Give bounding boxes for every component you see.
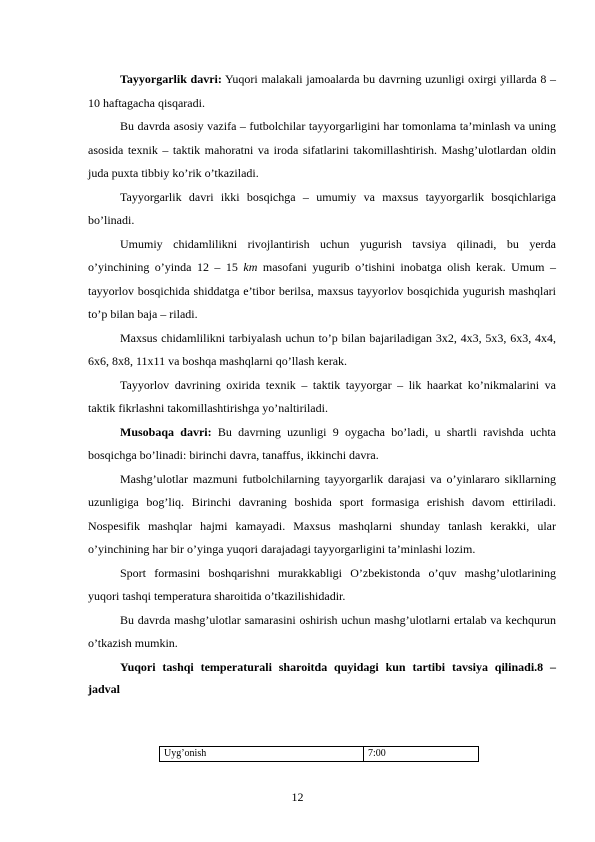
paragraph-text: masofani yugurib o’tishini inobatga olish kerak. Umum – tayyorlov bosqichida shiddatga e’tibor berilsa, maxsus tayyorlov bosqichida yugurish mashqlari to’p bilan baja – riladi. bbox=[88, 260, 556, 321]
paragraph-main-task: Bu davrda asosiy vazifa – futbolchilar tayyorgarligini har tomonlama ta’minlash va uning asosida texnik – taktik mahoratni va iroda sifatlarini takomillashtirish. Mashg’ulotlardan oldin juda puxta tibbiy ko’rik o’tkaziladi. bbox=[88, 119, 556, 180]
paragraph-sport-form: Sport formasini boshqarishni murakkabligi O’zbekistonda o’quv mashg’ulotlarining yuqori tashqi temperatura sharoitida o’tkazilishidadir. bbox=[88, 565, 556, 603]
term-preparation-period: Tayyorgarlik davri: bbox=[120, 72, 222, 86]
paragraph-text: Bu davrning uzunligi 9 oygacha bo’ladi, u shartli ravishda uchta bosqichga bo’linadi: birinchi davra, tanaffus, ikkinchi davra. bbox=[88, 424, 556, 462]
schedule-table bbox=[159, 746, 479, 762]
paragraph-stages: Tayyorgarlik davri ikki bosqichga – umumiy va maxsus tayyorgarlik bosqichlariga bo’linadi. bbox=[88, 189, 556, 227]
table-caption: Yuqori tashqi temperaturali sharoitda quyidagi kun tartibi tavsiya qilinadi.8 – jadval bbox=[88, 659, 556, 696]
paragraph-text: Umumiy chidamlilikni rivojlantirish uchun yugurish tavsiya qilinadi, bu yerda o’yinchining o’yinda 12 – 15 bbox=[88, 236, 556, 274]
paragraph-text: Yuqori malakali jamoalarda bu davrning uzunligi oxirgi yillarda 8 – 10 haftagacha qisqaradi. bbox=[88, 72, 557, 110]
page-number: 12 bbox=[291, 790, 304, 804]
table-cell-activity: Uyg’onish bbox=[160, 747, 364, 762]
paragraph-general-endurance bbox=[88, 233, 556, 327]
paragraph-preparation-period bbox=[88, 68, 556, 115]
paragraph-training-content: Mashg’ulotlar mazmuni futbolchilarning tayyorgarlik darajasi va o’yinlararo sikllarning uzunligiga bog’liq. Birinchi davraning boshida sport formasiga erishish davom ettiriladi. Nospesifik mashqlar hajmi kamayadi. Maxsus mashqlarni shunday tanlash kerakki, ular o’yinchining har bir o’yinga yuqori darajadagi tayyorgarligini ta’minlashi lozim. bbox=[88, 471, 556, 556]
paragraph-training-times: Bu davrda mashg’ulotlar samarasini oshirish uchun mashg’ulotlarni ertalab va kechqurun o’tkazish mumkin. bbox=[88, 612, 556, 650]
paragraph-special-endurance: Maxsus chidamlilikni tarbiyalash uchun to’p bilan bajariladigan 3x2, 4x3, 5x3, 6x3, 4x4, 6x6, 8x8, 11x11 va boshqa mashqlarni qo’llash kerak. bbox=[88, 330, 556, 368]
table-row bbox=[160, 747, 479, 762]
table-cell-time: 7:00 bbox=[364, 747, 479, 762]
term-competition-period: Musobaqa davri: bbox=[120, 424, 212, 439]
paragraph-competition-period bbox=[88, 421, 556, 468]
unit-km: km bbox=[243, 260, 258, 274]
paragraph-technical-tactical: Tayyorlov davrining oxirida texnik – taktik tayyorgar – lik haarkat ko’nikmalarini va taktik fikrlashni takomillashtirishga yo’naltiriladi. bbox=[88, 377, 556, 415]
document-body bbox=[88, 68, 556, 700]
